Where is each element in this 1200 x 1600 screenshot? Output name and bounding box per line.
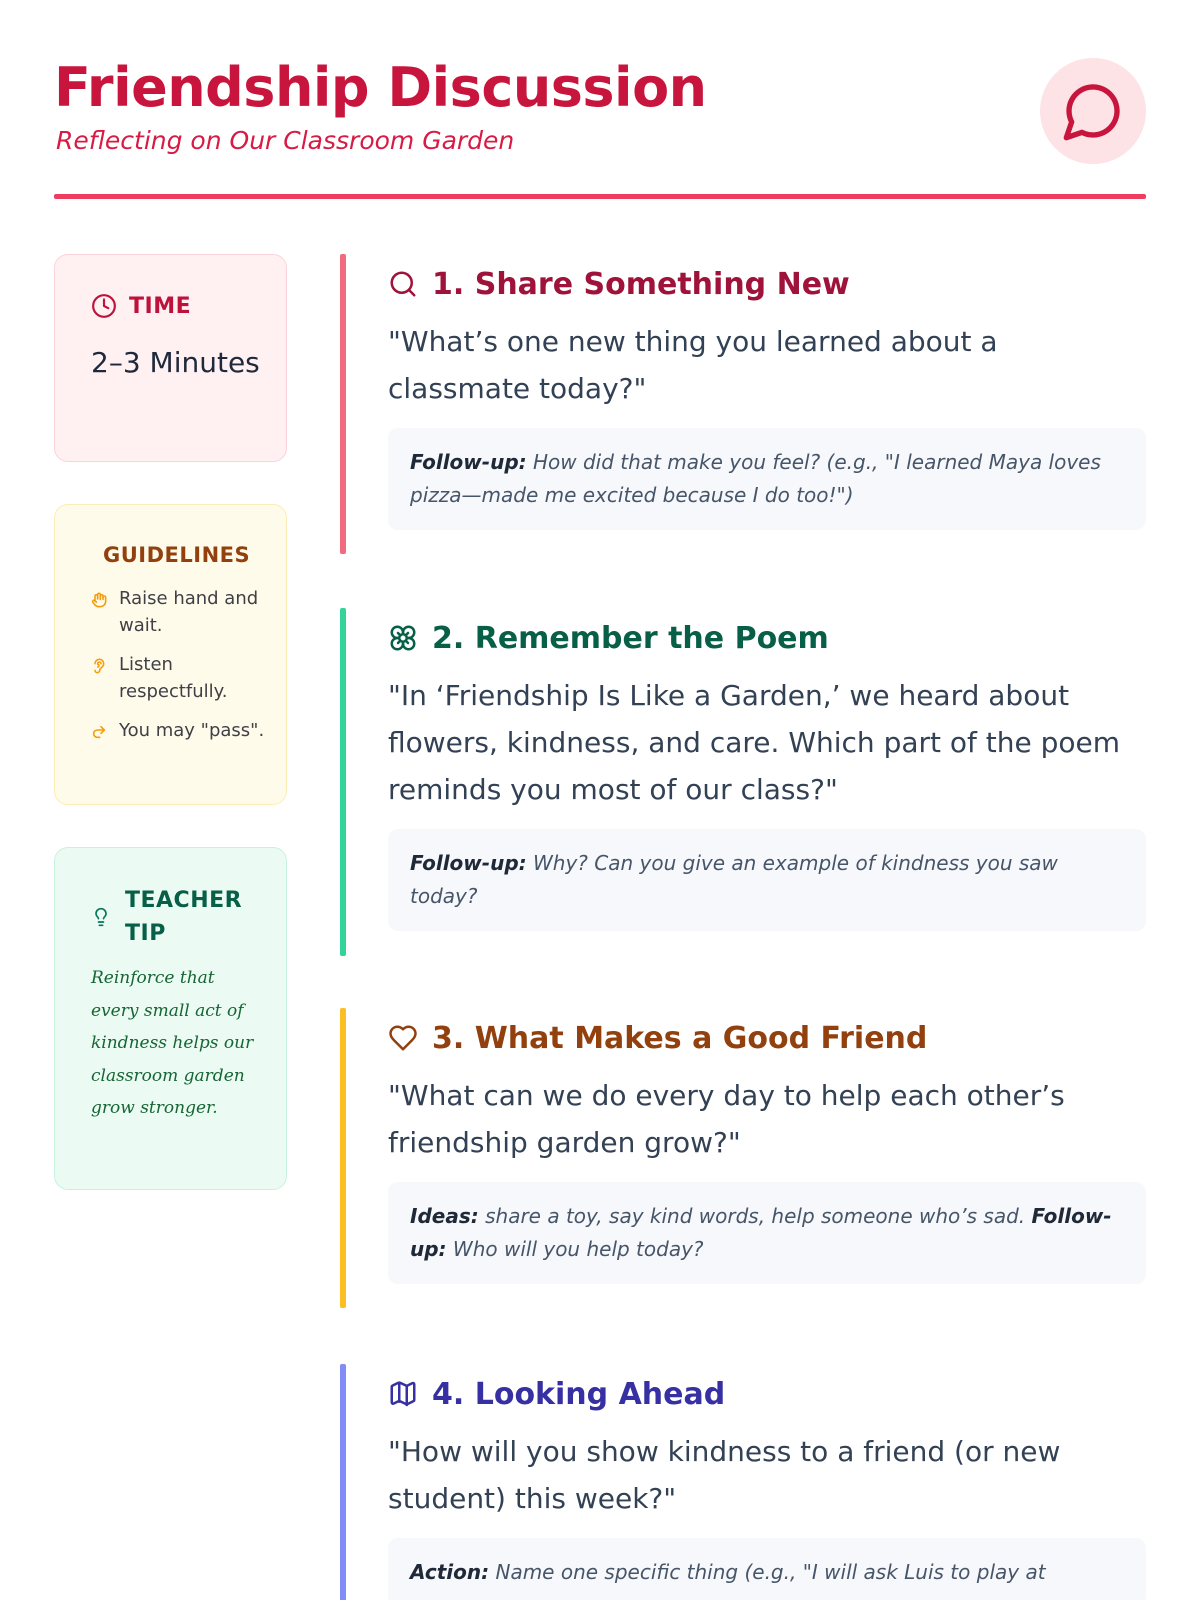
page-subtitle: Reflecting on Our Classroom Garden bbox=[56, 126, 515, 155]
search-icon bbox=[388, 269, 418, 299]
guidelines-title: GUIDELINES bbox=[103, 543, 251, 567]
section-accent-bar bbox=[340, 1364, 346, 1600]
discussion-sections bbox=[340, 254, 1146, 1600]
teacher-tip-text: Reinforce that every small act of kindness helps our classroom garden grow stronger. bbox=[91, 968, 254, 1118]
list-item bbox=[91, 585, 266, 639]
teacher-tip-title: TEACHER TIP bbox=[125, 888, 243, 946]
follow-up-text: Why? Can you give an example of kindness you saw today? bbox=[410, 851, 1058, 908]
follow-up-box bbox=[388, 428, 1146, 530]
chat-bubble-icon bbox=[1061, 79, 1125, 143]
sidebar bbox=[54, 254, 287, 1190]
section-question: "What can we do every day to help each other’s friendship garden grow?" bbox=[388, 1079, 1065, 1159]
follow-up-text: Who will you help today? bbox=[452, 1237, 704, 1261]
raised-hand-icon bbox=[91, 585, 107, 639]
section-accent-bar bbox=[340, 1008, 346, 1308]
section-heading bbox=[388, 1364, 1146, 1412]
section-title: 3. What Makes a Good Friend bbox=[432, 1020, 928, 1056]
guidelines-card bbox=[54, 504, 287, 805]
clock-icon bbox=[91, 293, 117, 319]
lightbulb-icon bbox=[91, 905, 111, 929]
section-title: 2. Remember the Poem bbox=[432, 620, 829, 656]
teacher-tip-card bbox=[54, 847, 287, 1190]
list-item bbox=[91, 651, 266, 705]
teacher-tip-heading bbox=[91, 884, 245, 950]
action-box bbox=[388, 1538, 1146, 1600]
ideas-box bbox=[388, 1182, 1146, 1284]
follow-up-box bbox=[388, 829, 1146, 931]
ideas-text: share a toy, say kind words, help someone who’s sad. bbox=[485, 1204, 1026, 1228]
chat-badge bbox=[1040, 58, 1146, 164]
section-question: "What’s one new thing you learned about a classmate today?" bbox=[388, 325, 998, 405]
time-label: TIME bbox=[129, 293, 192, 319]
page-title: Friendship Discussion bbox=[54, 56, 707, 119]
list-item bbox=[91, 717, 266, 748]
section-heading bbox=[388, 1008, 1146, 1056]
page-header bbox=[54, 50, 1146, 200]
flower-icon bbox=[388, 623, 418, 653]
share-arrow-icon bbox=[91, 717, 107, 748]
section-looking-ahead bbox=[340, 1364, 1146, 1600]
guidelines-list bbox=[91, 585, 266, 760]
section-question: "In ‘Friendship Is Like a Garden,’ we heard about flowers, kindness, and care. Which part of the poem reminds you most of our class?" bbox=[388, 679, 1121, 806]
section-heading bbox=[388, 608, 1146, 656]
guideline-text: Raise hand and wait. bbox=[119, 588, 259, 636]
section-good-friend bbox=[340, 1008, 1146, 1308]
section-share-something-new bbox=[340, 254, 1146, 554]
follow-up-label: Follow-up: bbox=[410, 1204, 1112, 1261]
action-label: Action: bbox=[410, 1560, 490, 1584]
follow-up-label: Follow-up: bbox=[410, 450, 527, 474]
ear-icon bbox=[91, 651, 107, 705]
time-card bbox=[54, 254, 287, 462]
guideline-text: Listen respectfully. bbox=[119, 654, 228, 702]
ideas-label: Ideas: bbox=[410, 1204, 479, 1228]
header-divider bbox=[54, 194, 1146, 199]
section-title: 4. Looking Ahead bbox=[432, 1376, 726, 1412]
time-value: 2–3 Minutes bbox=[91, 346, 260, 379]
action-text: Name one specific thing (e.g., "I will ask Luis to play at bbox=[495, 1560, 1046, 1584]
map-icon bbox=[388, 1379, 418, 1409]
time-heading bbox=[91, 293, 191, 319]
follow-up-text: How did that make you feel? (e.g., "I learned Maya loves pizza—made me excited because I do too!") bbox=[410, 450, 1101, 507]
heart-icon bbox=[388, 1023, 418, 1053]
section-title: 1. Share Something New bbox=[432, 266, 850, 302]
section-accent-bar bbox=[340, 254, 346, 554]
section-question: "How will you show kindness to a friend (or new student) this week?" bbox=[388, 1435, 1061, 1515]
section-heading bbox=[388, 254, 1146, 302]
guideline-text: You may "pass". bbox=[119, 720, 265, 741]
section-accent-bar bbox=[340, 608, 346, 956]
follow-up-label: Follow-up: bbox=[410, 851, 527, 875]
section-remember-the-poem bbox=[340, 608, 1146, 956]
